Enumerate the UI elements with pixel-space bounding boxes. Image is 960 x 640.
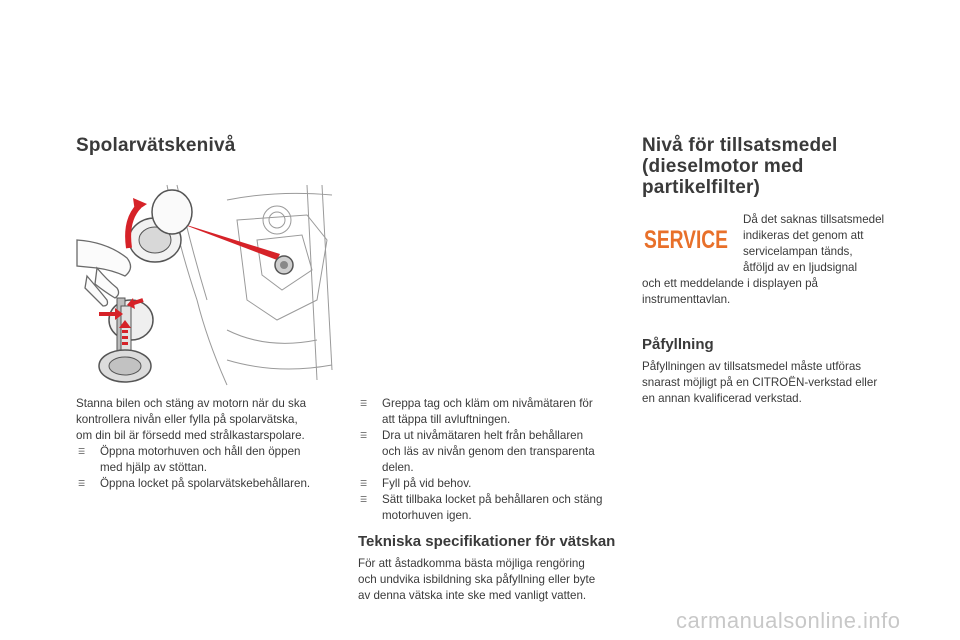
service-line: och ett meddelande i displayen på [642,277,818,290]
spec-line: och undvika isbildning ska påfyllning eller byte [358,573,596,586]
intro-line: om din bil är försedd med strålkastarspolare. [76,429,305,442]
washer-steps-list [76,444,336,492]
watermark: carmanualsonline.info [676,608,901,633]
service-line: indikeras det genom att [743,229,864,242]
service-line: servicelampan tänds, [743,245,853,258]
service-warning-icon [641,220,731,256]
washer-fluid-title: Spolarvätskenivå [76,135,236,156]
service-label: SERVICE [644,226,728,254]
additive-level-title: Nivå för tillsatsmedel (dieselmotor med partikelfilter) [642,135,838,198]
list-item: ☰ Fyll på vid behov. [358,476,628,492]
level-check-steps-list [358,396,628,524]
spec-line: För att åstadkomma bästa möjliga rengöring [358,557,585,570]
list-item: ☰ Öppna motorhuven och håll den öppen med hjälp av stöttan. [76,444,336,476]
service-line: Då det saknas tillsatsmedel [743,213,885,226]
refill-title: Påfyllning [642,336,714,353]
intro-line: kontrollera nivån eller fylla på spolarvätska, [76,413,298,426]
washer-reservoir-illustration [77,180,337,388]
fluid-specs-title: Tekniska specifikationer för vätskan [358,533,616,550]
refill-line: en annan kvalificerad verkstad. [642,392,802,405]
list-item: ☰ Dra ut nivåmätaren helt från behållaren och läs av nivån genom den transparenta delen. [358,428,628,476]
list-item: ☰ Sätt tillbaka locket på behållaren och stäng motorhuven igen. [358,492,628,524]
refill-line: Påfyllningen av tillsatsmedel måste utföras [642,360,862,373]
spec-line: av denna vätska inte ske med vanligt vatten. [358,589,587,602]
refill-line: snarast möjligt på en CITROËN-verkstad eller [642,376,878,389]
service-line: instrumenttavlan. [642,293,731,306]
list-item: ☰ Greppa tag och kläm om nivåmätaren för att täppa till avluftningen. [358,396,628,428]
intro-line: Stanna bilen och stäng av motorn när du ska [76,397,307,410]
service-line: åtföljd av en ljudsignal [743,261,858,274]
list-item: ☰ Öppna locket på spolarvätskebehållaren. [76,476,336,492]
